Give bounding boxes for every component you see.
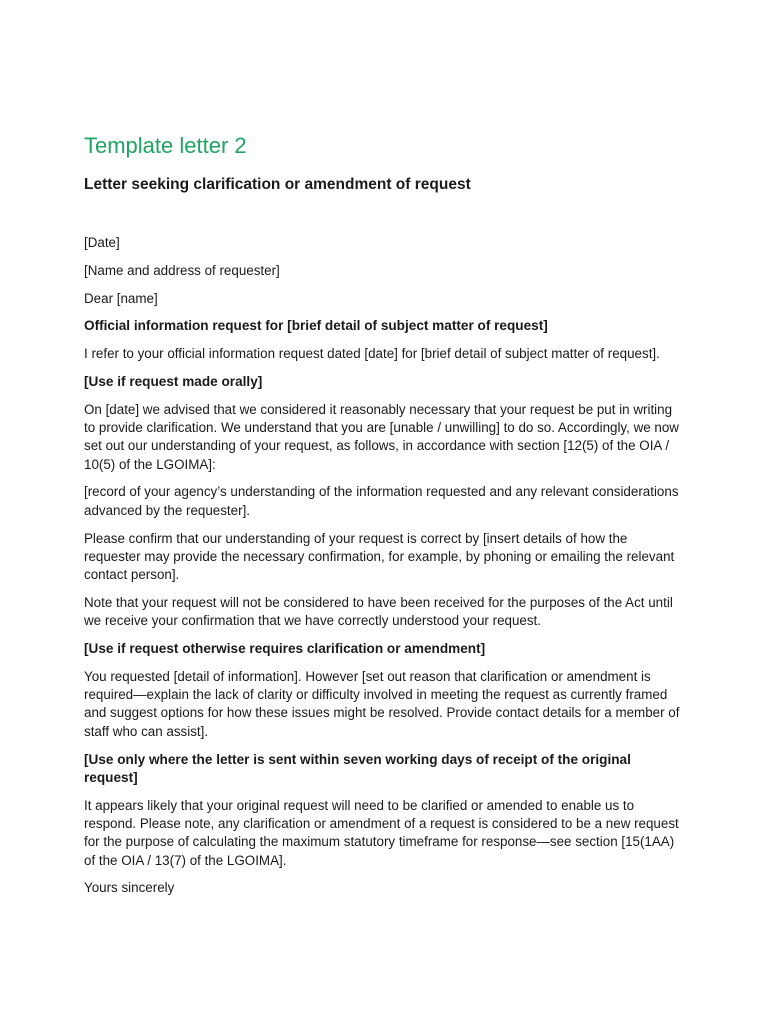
agency-record-paragraph: [record of your agency’s understanding of the information requested and any relevant considerations advanced by the requester].	[84, 484, 679, 518]
oral-request-paragraph: On [date] we advised that we considered it reasonably necessary that your request be put in writing to provide clarification. We understand that you are [unable / unwilling] to do so. Accordingly, we now set out our understanding of your request, as follows, in accordance with section [12(5) of the OIA / 10(5) of the LGOIMA]:	[84, 401, 679, 472]
document-page	[84, 132, 684, 907]
clarification-paragraph: You requested [detail of information]. However [set out reason that clarification or amendment is required—explain the lack of clarity or difficulty involved in meeting the request as currently framed and suggest options for how these issues might be resolved. Provide contact details for a member of staff who can assist].	[84, 668, 680, 739]
oral-request-heading: [Use if request made orally]	[84, 373, 263, 389]
confirm-paragraph: Please confirm that our understanding of your request is correct by [insert details of how the requester may provide the necessary confirmation, for example, by phoning or emailing the relevant contact person].	[84, 530, 675, 583]
document-subtitle: Letter seeking clarification or amendment of request	[84, 176, 471, 193]
intro-paragraph: I refer to your official information request dated [date] for [brief detail of subject matter of request].	[84, 346, 660, 362]
address-line: [Name and address of requester]	[84, 262, 280, 278]
seven-days-heading: [Use only where the letter is sent within seven working days of receipt of the original request]	[84, 751, 631, 785]
subject-heading: Official information request for [brief detail of subject matter of request]	[84, 318, 548, 334]
salutation: Dear [name]	[84, 290, 158, 306]
note-paragraph: Note that your request will not be considered to have been received for the purposes of the Act until we receive your confirmation that we have correctly understood your request.	[84, 594, 673, 629]
seven-days-paragraph: It appears likely that your original request will need to be clarified or amended to enable us to respond. Please note, any clarification or amendment of a request is considered to be a new request for the purpose of calculating the maximum statutory timeframe for response—see section [15(1AA) of the OIA / 13(7) of the LGOIMA].	[84, 797, 679, 868]
date-line: [Date]	[84, 235, 120, 250]
closing-line: Yours sincerely	[84, 880, 175, 896]
document-title: Template letter 2	[84, 133, 247, 158]
clarification-heading: [Use if request otherwise requires clarification or amendment]	[84, 641, 486, 657]
